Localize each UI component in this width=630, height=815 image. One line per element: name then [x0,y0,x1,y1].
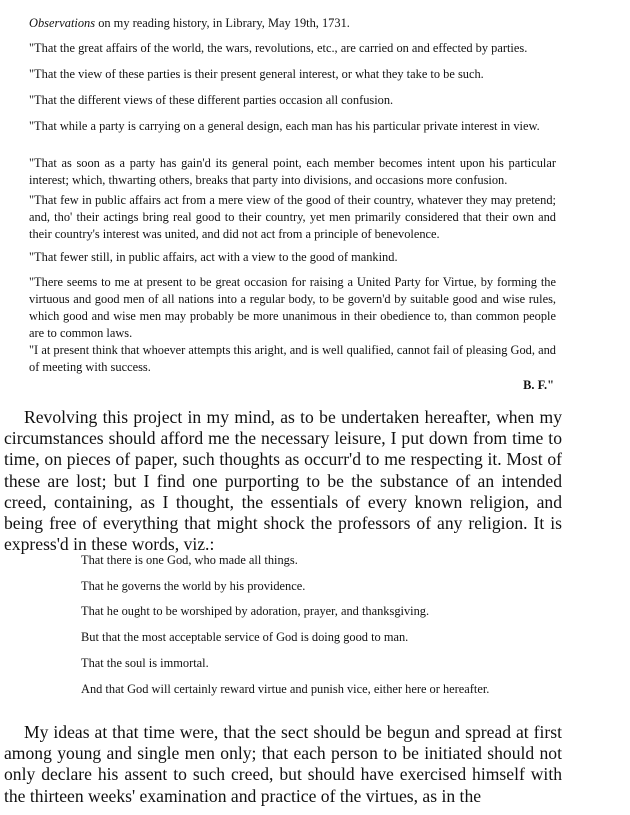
observation-point-5: "That as soon as a party has gain'd its general point, each member becomes intent upon his particular interest; which, thwarting others, breaks that party into divisions, and occasions more confusion. [29,156,556,187]
observation-point-1: "That the great affairs of the world, the wars, revolutions, etc., are carried on and effected by parties. [29,41,528,55]
observation-point-7: "That fewer still, in public affairs, act with a view to the good of mankind. [29,250,398,264]
observation-point-3: "That the different views of these different parties occasion all confusion. [29,93,394,107]
creed-article-2: That he governs the world by his providence. [81,579,306,593]
observations-heading-italic: Observations [29,16,96,30]
creed-article-1: That there is one God, who made all things. [81,553,298,567]
observation-point-4: "That while a party is carrying on a general design, each man has his particular private interest in view. [29,119,540,133]
observations-heading-rest: on my reading history, in Library, May 19th, 1731. [95,16,350,30]
signature: B. F." [523,378,554,392]
observation-point-2: "That the view of these parties is their present general interest, or what they take to be such. [29,67,484,81]
observation-point-6: "That few in public affairs act from a mere view of the good of their country, whatever they may pretend; and, tho' their actings bring real good to their country, yet men primarily considered that their own and their country's interest was united, and did not act from a principle of benevolence. [29,193,556,241]
creed-article-3: That he ought to be worshiped by adoration, prayer, and thanksgiving. [81,604,430,618]
creed-article-4: But that the most acceptable service of God is doing good to man. [81,630,409,644]
creed-article-5: That the soul is immortal. [81,656,209,670]
creed-article-6: And that God will certainly reward virtue and punish vice, either here or hereafter. [81,682,490,696]
observation-point-8: "There seems to me at present to be great occasion for raising a United Party for Virtue, by forming the virtuous and good men of all nations into a regular body, to be govern'd by suitable good and wise rules, which good and wise men may probably be more unanimous in their obedience to, than common people are to common laws. [29,275,556,340]
body-paragraph-ideas: My ideas at that time were, that the sect should be begun and spread at first among young and single men only; that each person to be initiated should not only declare his assent to such creed, but should have exercised himself with the thirteen weeks' examination and practice of the virtues, as in the [4,722,562,806]
observation-point-9: "I at present think that whoever attempts this aright, and is well qualified, cannot fail of pleasing God, and of meeting with success. [29,343,556,374]
observations-heading [29,15,556,32]
body-paragraph-revolving: Revolving this project in my mind, as to be undertaken hereafter, when my circumstances should afford me the necessary leisure, I put down from time to time, on pieces of paper, such thoughts as occurr'd to me respecting it. Most of these are lost; but I find one purporting to be the substance of an intended creed, containing, as I thought, the essentials of every known religion, and being free of everything that might shock the professors of any religion. It is express'd in these words, viz.: [4,407,562,555]
